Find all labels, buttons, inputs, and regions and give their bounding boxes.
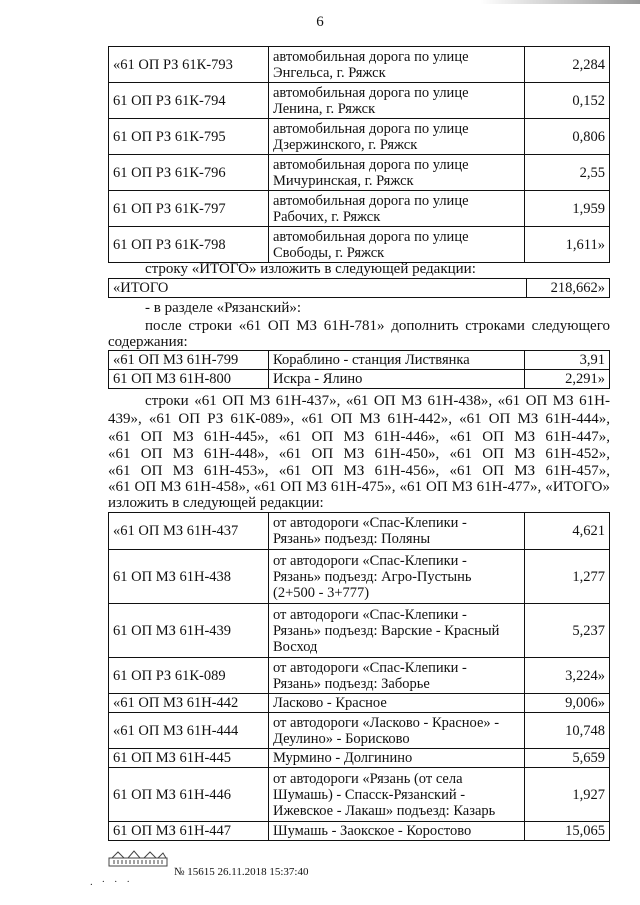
table-new-rows	[108, 350, 610, 389]
road-description-line: Дзержинского, г. Ряжск	[273, 136, 418, 153]
table-row	[109, 694, 610, 713]
road-description	[269, 550, 525, 604]
road-code: 61 ОП РЗ 61К-794	[109, 83, 269, 119]
road-code: «61 ОП МЗ 61Н-444	[109, 713, 269, 749]
table-row	[109, 191, 610, 227]
road-description	[269, 658, 525, 694]
road-code: «61 ОП МЗ 61Н-442	[109, 694, 269, 713]
registration-number: № 15615 26.11.2018 15:37:40	[174, 866, 309, 878]
road-description-line: от автодороги «Спас-Клепики -	[273, 515, 467, 531]
road-description	[269, 713, 525, 749]
para-after-line-2: содержания:	[108, 334, 188, 350]
road-code: 61 ОП РЗ 61К-796	[109, 155, 269, 191]
road-description	[269, 227, 525, 263]
road-length: 2,55	[525, 155, 610, 191]
para-itogo: строку «ИТОГО» изложить в следующей редакции:	[145, 261, 476, 277]
road-length: 1,611»	[525, 227, 610, 263]
road-length: 5,659	[525, 749, 610, 768]
table-row	[109, 370, 610, 389]
road-description	[269, 83, 525, 119]
road-length: 9,006»	[525, 694, 610, 713]
table-edited-rows	[108, 512, 610, 841]
road-description-line: автомобильная дорога по улице	[273, 156, 469, 173]
road-length: 3,91	[525, 351, 610, 370]
table-row	[109, 513, 610, 550]
road-description-line: автомобильная дорога по улице	[273, 48, 469, 65]
road-description-line: от автодороги «Спас-Клепики -	[273, 659, 467, 676]
road-description-line: Ижевское - Лакаш» подъезд: Казарь	[273, 802, 496, 819]
road-description	[269, 191, 525, 227]
road-description-line: Ласково - Красное	[273, 695, 387, 711]
road-description	[269, 513, 525, 550]
table-row	[109, 47, 610, 83]
road-description-line: от автодороги «Спас-Клепики -	[273, 552, 467, 569]
table-row	[109, 713, 610, 749]
road-length: 2,284	[525, 47, 610, 83]
road-length: 4,621	[525, 513, 610, 550]
road-description-line: автомобильная дорога по улице	[273, 228, 469, 245]
road-description	[269, 119, 525, 155]
road-description	[269, 604, 525, 658]
road-length: 0,806	[525, 119, 610, 155]
road-description-line: Энгельса, г. Ряжск	[273, 64, 386, 81]
road-description-line: Свободы, г. Ряжск	[273, 244, 385, 261]
page-number: 6	[316, 14, 324, 30]
para-line: «61 ОП МЗ 61Н-448», «61 ОП МЗ 61Н-450», «61 ОП МЗ 61Н-452»,	[108, 446, 610, 462]
para-line: «61 ОП МЗ 61Н-453», «61 ОП МЗ 61Н-456», «61 ОП МЗ 61Н-457»,	[108, 463, 610, 479]
scan-edge-line	[480, 0, 640, 4]
table-row	[109, 351, 610, 370]
road-length: 1,277	[525, 550, 610, 604]
table-itogo	[108, 278, 610, 298]
itogo-label: «ИТОГО	[109, 279, 527, 298]
road-description: Искра - Ялино	[269, 370, 525, 389]
road-description-line: Мурмино - Долгинино	[273, 750, 413, 766]
road-code: 61 ОП МЗ 61Н-445	[109, 749, 269, 768]
scan-marks: . · · ·	[90, 876, 133, 888]
road-description-line: автомобильная дорога по улице	[273, 192, 469, 209]
road-description-line: от автодороги «Спас-Клепики -	[273, 606, 467, 623]
road-description-line: Рязань» подъезд: Агро-Пустынь	[273, 568, 472, 585]
road-description-line: Ленина, г. Ряжск	[273, 100, 376, 117]
road-length: 3,224»	[525, 658, 610, 694]
road-description-line: (2+500 - 3+777)	[273, 584, 370, 601]
road-length: 5,237	[525, 604, 610, 658]
road-description-line: Рязань» подъезд: Поляны	[273, 531, 431, 547]
road-code: «61 ОП МЗ 61Н-437	[109, 513, 269, 550]
road-description	[269, 822, 525, 841]
road-description-line: от автодороги «Рязань (от села	[273, 770, 463, 787]
para-section-ryazansky: - в разделе «Рязанский»:	[145, 300, 302, 316]
road-code: 61 ОП РЗ 61К-797	[109, 191, 269, 227]
road-description	[269, 694, 525, 713]
road-code: 61 ОП МЗ 61Н-439	[109, 604, 269, 658]
table-row	[109, 768, 610, 822]
para-after-line: после строки «61 ОП МЗ 61Н-781» дополнить строками следующего	[145, 318, 610, 334]
road-description-line: автомобильная дорога по улице	[273, 84, 469, 101]
road-code: 61 ОП МЗ 61Н-438	[109, 550, 269, 604]
road-description-line: Шумашь - Заокское - Коростово	[273, 823, 472, 839]
table-row	[109, 749, 610, 768]
table-row	[109, 83, 610, 119]
road-code: 61 ОП РЗ 61К-089	[109, 658, 269, 694]
road-description-line: Деулино» - Борисково	[273, 730, 410, 747]
road-code: 61 ОП МЗ 61Н-447	[109, 822, 269, 841]
road-code: 61 ОП РЗ 61К-798	[109, 227, 269, 263]
road-description	[269, 47, 525, 83]
road-description-line: Восход	[273, 638, 318, 655]
road-description-line: от автодороги «Ласково - Красное» -	[273, 714, 500, 731]
road-code: 61 ОП РЗ 61К-795	[109, 119, 269, 155]
para-line: «61 ОП МЗ 61Н-445», «61 ОП МЗ 61Н-446», «61 ОП МЗ 61Н-447»,	[108, 429, 610, 445]
road-length: 1,959	[525, 191, 610, 227]
table-row	[109, 658, 610, 694]
table-row	[109, 155, 610, 191]
road-description	[269, 155, 525, 191]
itogo-value: 218,662»	[527, 279, 610, 298]
road-length: 0,152	[525, 83, 610, 119]
table-row	[109, 550, 610, 604]
para-line: строки «61 ОП МЗ 61Н-437», «61 ОП МЗ 61Н-438», «61 ОП МЗ 61Н-	[145, 393, 610, 409]
road-description-line: Шумашь) - Спасск-Рязанский -	[273, 786, 466, 803]
road-code: 61 ОП МЗ 61Н-800	[109, 370, 269, 389]
road-description-line: Рязань» подъезд: Заборье	[273, 675, 430, 692]
road-code: 61 ОП МЗ 61Н-446	[109, 768, 269, 822]
road-code: «61 ОП РЗ 61К-793	[109, 47, 269, 83]
road-length: 1,927	[525, 768, 610, 822]
road-description	[269, 768, 525, 822]
table-row	[109, 227, 610, 263]
table-row	[109, 604, 610, 658]
road-description-line: Рабочих, г. Ряжск	[273, 208, 381, 225]
road-description-line: автомобильная дорога по улице	[273, 120, 469, 137]
para-line: 439», «61 ОП РЗ 61К-089», «61 ОП МЗ 61Н-442», «61 ОП МЗ 61Н-444»,	[108, 411, 610, 427]
road-code: «61 ОП МЗ 61Н-799	[109, 351, 269, 370]
road-description-line: Рязань» подъезд: Варские - Красный	[273, 622, 500, 639]
registration-footer	[108, 844, 508, 884]
building-stamp-icon	[108, 848, 168, 868]
road-description	[269, 749, 525, 768]
road-length: 2,291»	[525, 370, 610, 389]
table-row	[109, 119, 610, 155]
table-row	[109, 822, 610, 841]
road-description: Кораблино - станция Листвянка	[269, 351, 525, 370]
road-description-line: Мичуринская, г. Ряжск	[273, 172, 414, 189]
para-line: «61 ОП МЗ 61Н-458», «61 ОП МЗ 61Н-475», «61 ОП МЗ 61Н-477», «ИТОГО»	[108, 479, 610, 495]
road-length: 15,065	[525, 822, 610, 841]
road-length: 10,748	[525, 713, 610, 749]
para-edit: изложить в следующей редакции:	[108, 495, 324, 511]
table-ryazhsk-roads	[108, 46, 610, 263]
